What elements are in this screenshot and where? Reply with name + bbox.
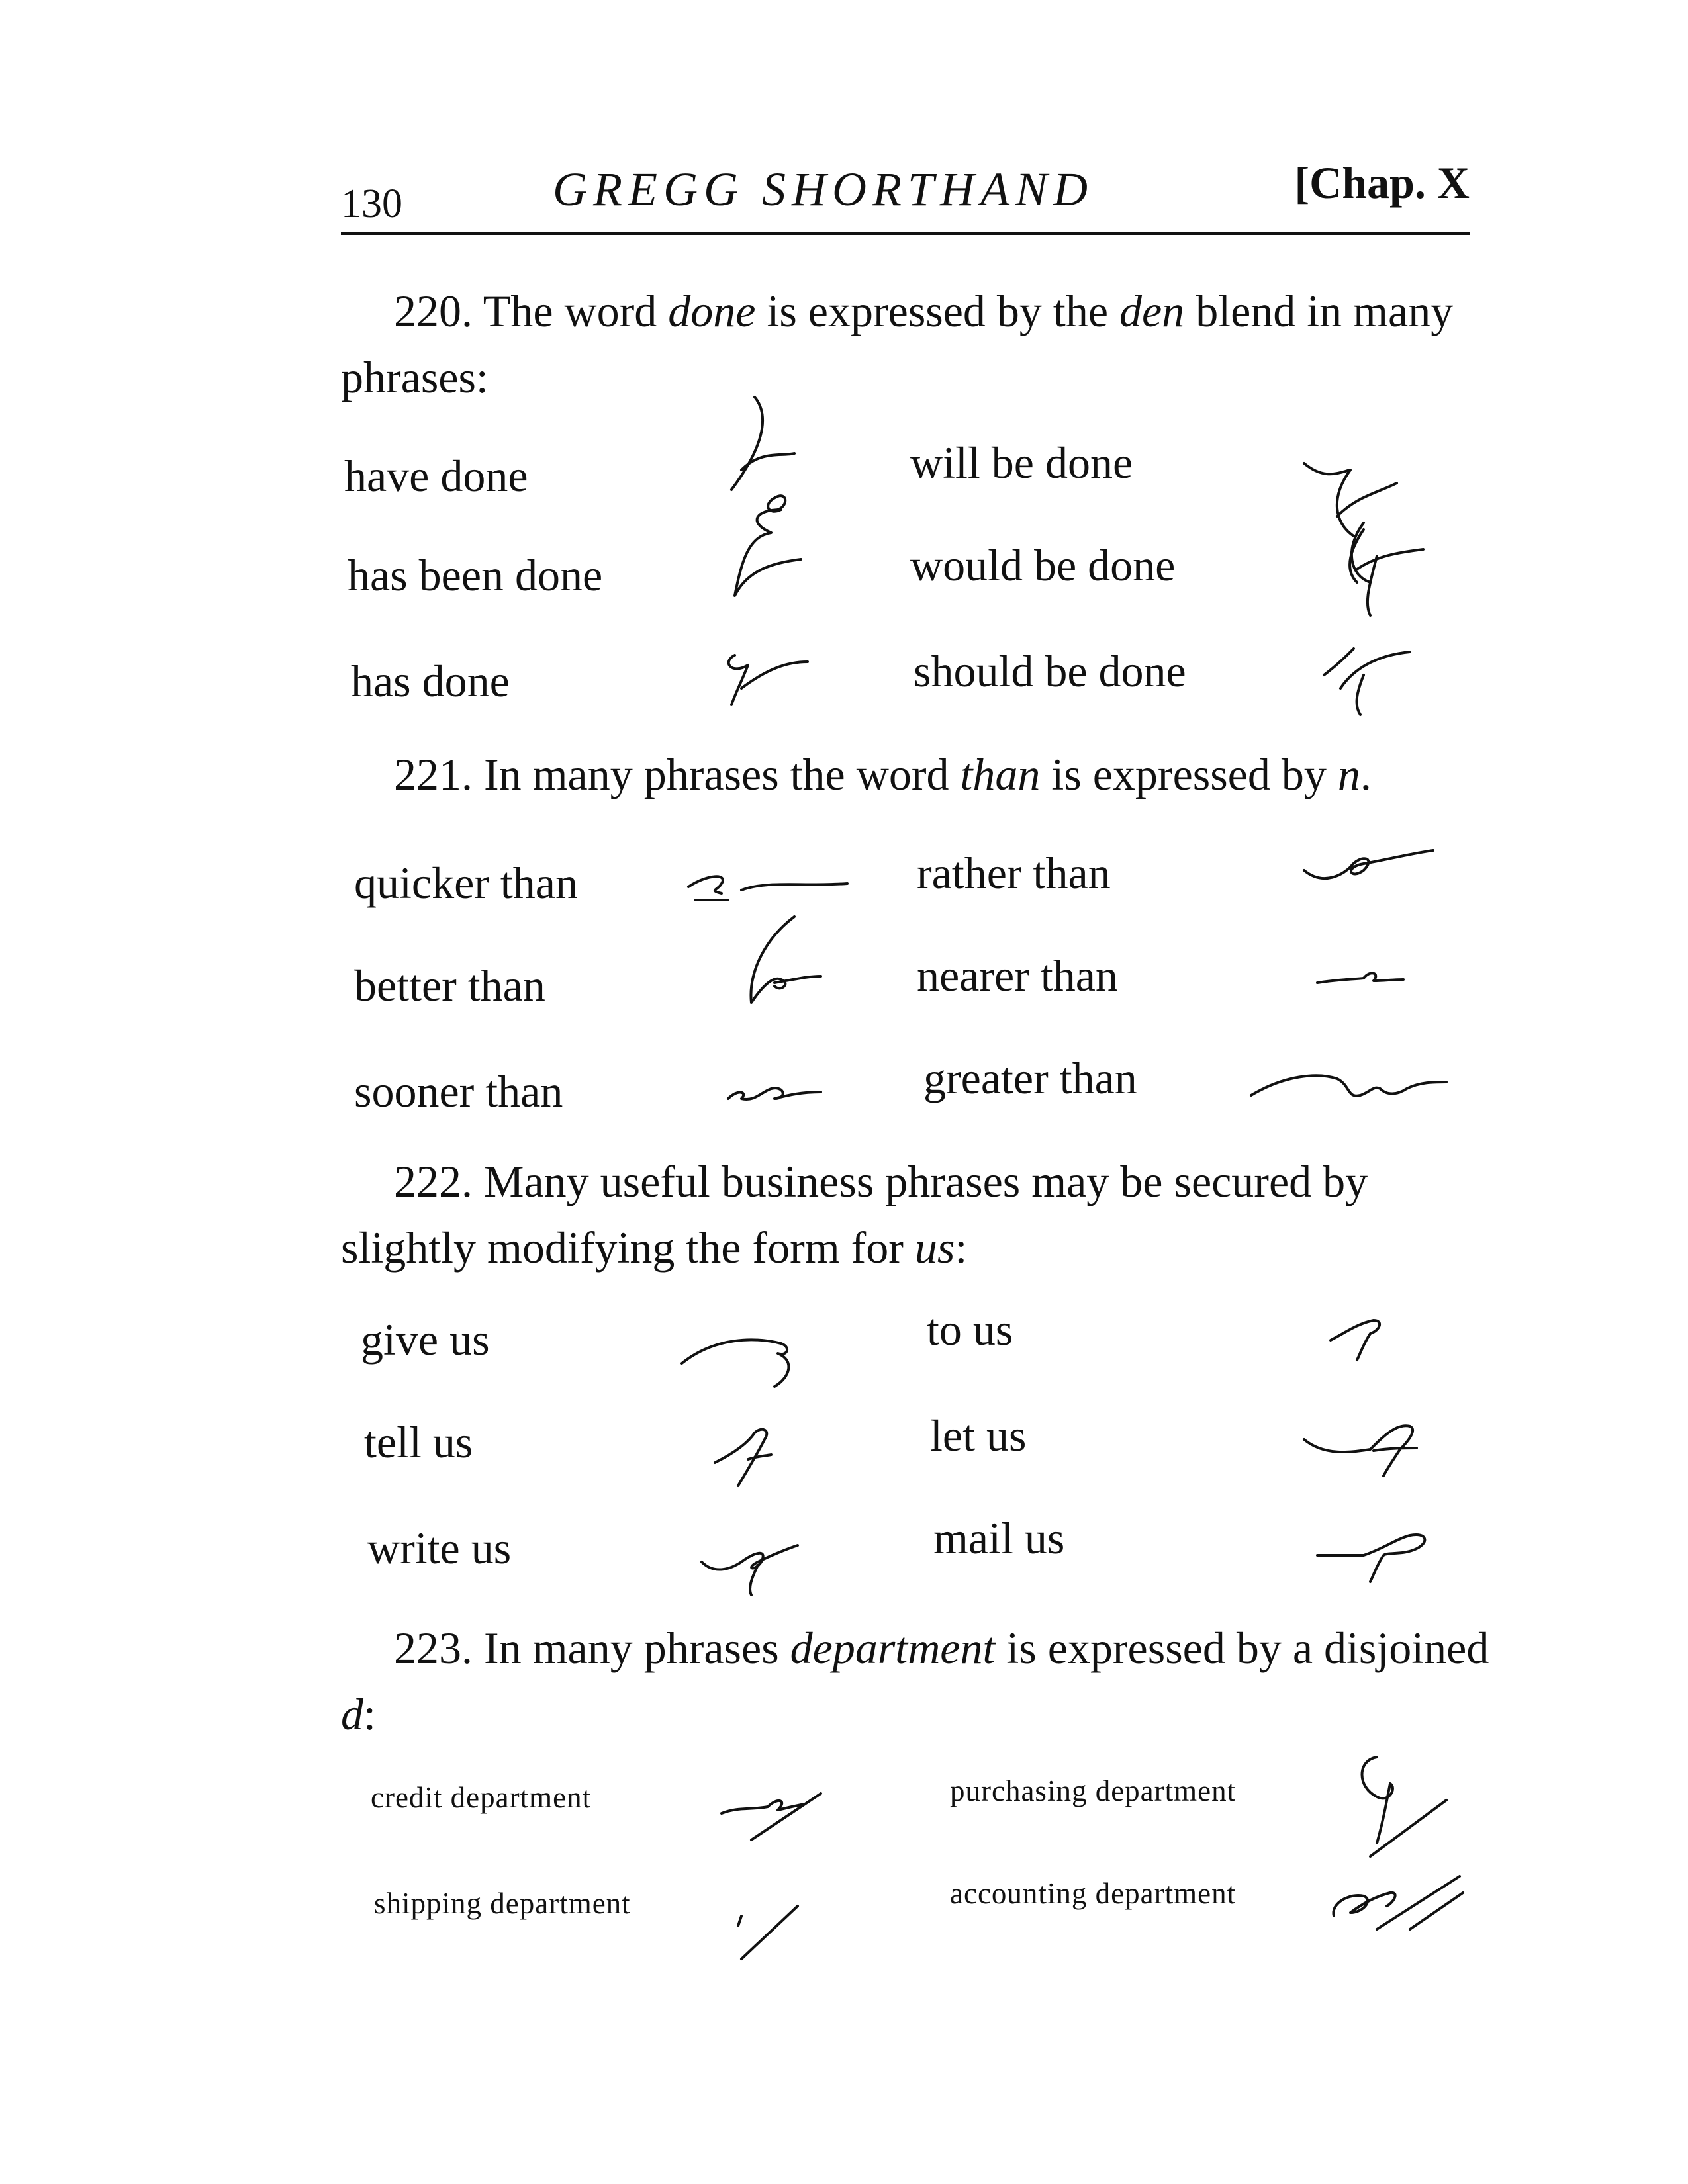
paragraph-222: 222. Many useful business phrases may be secured by slightly modifying the form for us:: [341, 1156, 1368, 1273]
phrase-mail-us: mail us: [933, 1513, 1065, 1563]
phrase-rather-than: rather than: [917, 848, 1111, 898]
phrase-tell-us: tell us: [364, 1417, 473, 1467]
shorthand-outline-credit-department: [715, 1780, 827, 1846]
page-header: [341, 149, 1470, 235]
phrase-sooner-than: sooner than: [354, 1066, 563, 1116]
phrase-give-us: give us: [361, 1314, 490, 1365]
phrase-would-be-done: would be done: [910, 540, 1176, 590]
paragraph-221: 221. In many phrases the word than is expressed by n.: [394, 749, 1372, 799]
phrase-has-done: has done: [351, 656, 510, 706]
header-rule: [341, 232, 1470, 235]
phrase-quicker-than: quicker than: [354, 858, 578, 908]
shorthand-outline-tell-us: [708, 1416, 788, 1496]
running-title: GREGG SHORTHAND: [553, 163, 1094, 216]
page-number: 130: [341, 181, 402, 226]
shorthand-outline-sooner-than: [722, 1072, 827, 1112]
shorthand-outline-to-us: [1324, 1307, 1397, 1367]
shorthand-outline-mail-us: [1311, 1516, 1443, 1588]
shorthand-outline-shipping-department: [728, 1886, 808, 1966]
shorthand-outline-nearer-than: [1311, 960, 1410, 999]
shorthand-outline-let-us: [1297, 1410, 1430, 1482]
shorthand-outline-should-be-done: [1317, 635, 1443, 721]
phrase-to-us: to us: [927, 1304, 1013, 1355]
phrase-will-be-done: will be done: [910, 437, 1133, 488]
phrase-shipping-department: shipping department: [374, 1887, 631, 1920]
shorthand-outline-quicker-than: [682, 860, 861, 913]
shorthand-outline-would-be-done: [1324, 516, 1443, 622]
phrase-has-been-done: has been done: [348, 550, 603, 600]
phrase-have-done: have done: [344, 451, 528, 501]
phrase-credit-department: credit department: [371, 1781, 592, 1814]
shorthand-outline-has-been-done: [708, 496, 827, 615]
paragraph-223: 223. In many phrases department is expressed by a disjoined d:: [341, 1623, 1489, 1739]
paragraph-220: 220. The word done is expressed by the den blend in many phrases:: [341, 286, 1454, 402]
paragraph-number: 223.: [394, 1623, 473, 1673]
paragraph-number: 222.: [394, 1156, 473, 1206]
phrase-write-us: write us: [367, 1523, 512, 1573]
shorthand-outline-accounting-department: [1324, 1866, 1470, 1939]
phrase-let-us: let us: [930, 1410, 1027, 1461]
phrase-greater-than: greater than: [923, 1053, 1137, 1103]
shorthand-outline-rather-than: [1297, 834, 1443, 907]
phrase-should-be-done: should be done: [914, 646, 1186, 696]
shorthand-outline-has-done: [715, 642, 821, 715]
shorthand-outline-greater-than: [1244, 1059, 1456, 1112]
phrase-accounting-department: accounting department: [950, 1877, 1237, 1910]
chapter-label: [Chap. X: [1294, 158, 1470, 208]
shorthand-outline-better-than: [735, 910, 827, 1029]
paragraph-number: 220.: [394, 286, 473, 336]
phrase-better-than: better than: [354, 960, 545, 1011]
shorthand-outline-write-us: [695, 1529, 808, 1602]
shorthand-outline-purchasing-department: [1337, 1747, 1456, 1866]
phrase-nearer-than: nearer than: [917, 950, 1118, 1001]
shorthand-outline-give-us: [675, 1324, 814, 1396]
paragraph-number: 221.: [394, 749, 473, 799]
phrase-purchasing-department: purchasing department: [950, 1774, 1237, 1807]
